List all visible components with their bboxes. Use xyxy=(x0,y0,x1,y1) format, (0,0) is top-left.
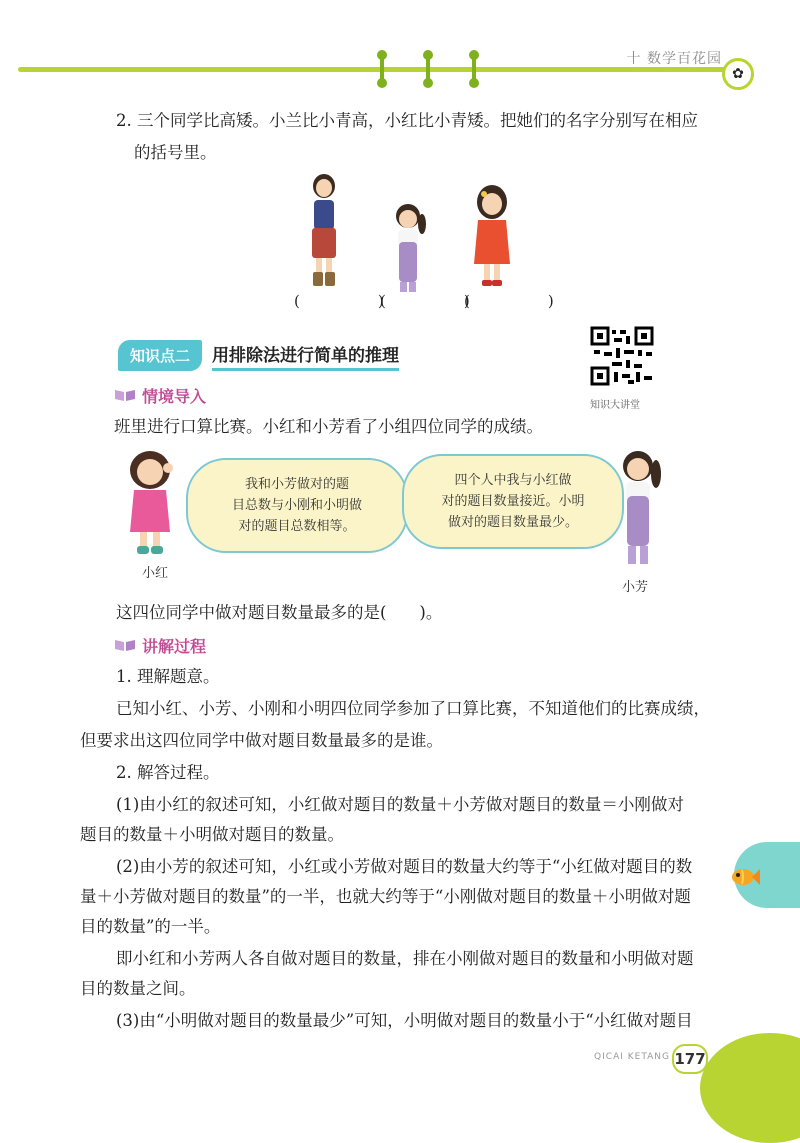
corner-decoration xyxy=(700,1033,800,1143)
body-text: (1)由小红的叙述可知，小红做对题目的数量＋小芳做对题目的数量＝小刚做对 xyxy=(116,795,684,814)
bubble-line: 我和小芳做对的题 xyxy=(244,477,349,492)
answer-blank: ( ) xyxy=(294,292,400,310)
page-number: 177 xyxy=(672,1044,708,1074)
answer-blank: ( ) xyxy=(380,292,486,310)
fish-icon xyxy=(730,866,760,888)
qr-code-icon xyxy=(590,326,654,386)
knowledge-point-tag: 知识点二 xyxy=(118,340,202,371)
body-text: (3)由“小明做对题目的数量最少”可知，小明做对题目的数量小于“小红做对题目 xyxy=(116,1011,693,1030)
problem-text: 2. 三个同学比高矮。小兰比小青高，小红比小青矮。把她们的名字分别写在相应 xyxy=(116,111,698,130)
body-text: 但要求出这四位同学中做对题目数量最多的是谁。 xyxy=(80,731,443,750)
chapter-badge-icon: ✿ xyxy=(722,58,754,90)
body-text: 已知小红、小芳、小刚和小明四位同学参加了口算比赛，不知道他们的比赛成绩， xyxy=(116,699,710,718)
character-name: 小红 xyxy=(142,566,169,581)
book-icon xyxy=(114,638,136,652)
body-text: 量＋小芳做对题目的数量”的一半，也就大约等于“小刚做对题目的数量＋小明做对题 xyxy=(80,887,691,906)
section-heading: 情境导入 xyxy=(142,387,207,406)
problem-text: 的括号里。 xyxy=(134,143,217,162)
xiaohong-illustration xyxy=(120,450,184,560)
section-heading: 讲解过程 xyxy=(142,637,207,656)
body-text: 目的数量之间。 xyxy=(80,979,196,998)
scenario-question: 这四位同学中做对题目数量最多的是( )。 xyxy=(116,603,443,622)
series-name: QICAI KETANG xyxy=(594,1052,670,1062)
step-title: 2. 解答过程。 xyxy=(116,763,220,782)
answer-blank: ( ) xyxy=(464,292,570,310)
speech-bubble-left xyxy=(186,458,408,553)
body-text: 题目的数量＋小明做对题目的数量。 xyxy=(80,825,344,844)
bubble-line: 对的题目总数相等。 xyxy=(238,519,356,534)
book-icon xyxy=(114,388,136,402)
speech-bubble-right xyxy=(402,454,624,549)
qr-caption: 知识大讲堂 xyxy=(590,400,640,411)
character-name: 小芳 xyxy=(622,580,649,595)
binder-pin-icon xyxy=(426,54,430,84)
girl-illustration xyxy=(462,180,522,298)
xiaofang-illustration xyxy=(604,448,674,574)
step-title: 1. 理解题意。 xyxy=(116,667,220,686)
chapter-title: 十 数学百花园 xyxy=(626,51,722,67)
body-text: (2)由小芳的叙述可知，小红或小芳做对题目的数量大约等于“小红做对题目的数 xyxy=(116,857,693,876)
knowledge-point-title: 用排除法进行简单的推理 xyxy=(212,341,399,371)
body-text: 目的数量”的一半。 xyxy=(80,917,221,936)
girl-illustration xyxy=(294,172,354,290)
scenario-intro: 班里进行口算比赛。小红和小芳看了小组四位同学的成绩。 xyxy=(114,417,543,436)
binder-pin-icon xyxy=(472,54,476,84)
binder-pin-icon xyxy=(380,54,384,84)
bubble-line: 四个人中我与小红做 xyxy=(454,473,572,488)
bubble-line: 对的题目数量接近。小明 xyxy=(441,494,585,509)
bubble-line: 做对的题目数量最少。 xyxy=(447,515,578,530)
bubble-line: 目总数与小刚和小明做 xyxy=(231,498,362,513)
body-text: 即小红和小芳两人各自做对题目的数量，排在小刚做对题目的数量和小明做对题 xyxy=(116,949,694,968)
